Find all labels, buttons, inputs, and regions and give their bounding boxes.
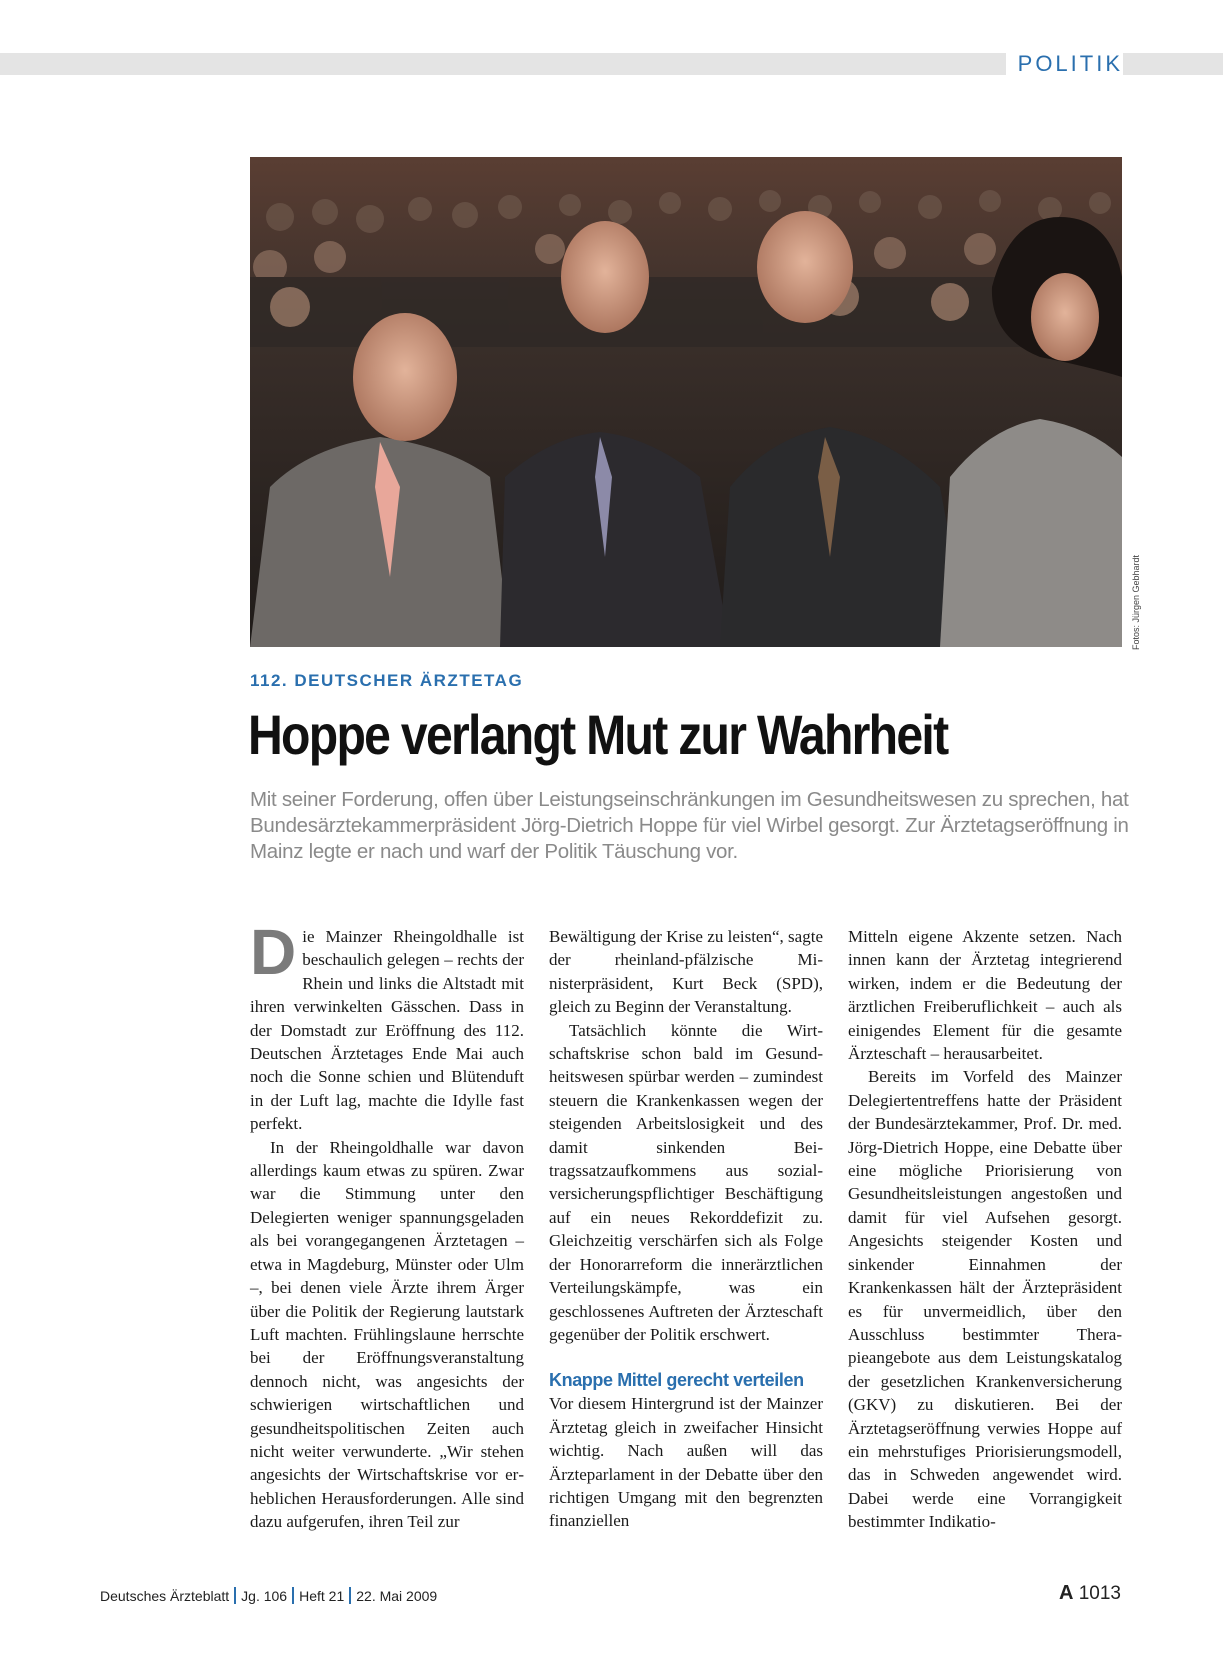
paragraph: Vor diesem Hintergrund ist der Mainzer Ärztetag gleich in zweifacher Hinsicht wichtig. Nach außen will das Ärzteparlament in der Debatte über den richtigen Umgang mit den begrenzten finanziellen — [549, 1394, 823, 1531]
article-headline: Hoppe verlangt Mut zur Wahrheit — [248, 703, 948, 766]
journal-issue: Heft 21 — [299, 1588, 345, 1604]
paragraph: Tatsächlich könnte die Wirtschaftskrise schon bald im Gesundheitswesen spürbar werden – zumindest steuern die Krankenkassen wegen der steigenden Arbeitslosigkeit und des damit sinkenden Beitragssatzaufkommens aus sozialversicherungspflichtiger Beschäftigung auf ein neues Rekorddefizit zu. Gleichzeitig verschärfen sich als Folge der Honorarreform die innerärztlichen Verteilungskämpfe, was ein geschlossenes Auftreten der Ärzteschaft gegenüber der Politik erschwert. — [549, 1020, 823, 1344]
photo-credit: Fotos: Jürgen Gebhardt — [1131, 554, 1141, 650]
body-column-3 — [848, 925, 1122, 1534]
page-number-value: 1013 — [1078, 1583, 1121, 1604]
article-lede: Mit seiner Forderung, offen über Leistungseinschränkungen im Gesundheitswesen zu sprechen, hat Bundesärztekammerpräsident Jörg-Dietrich Hoppe für viel Wirbel gesorgt. Zur Ärztetagseröffnung in Mainz legte er nach und warf der Politik Täuschung vor. — [250, 788, 1129, 863]
journal-name: Deutsches Ärzteblatt — [100, 1588, 230, 1604]
page-footer — [100, 1587, 437, 1604]
body-column-1 — [250, 916, 524, 1534]
section-label: POLITIK — [1006, 49, 1123, 79]
body-column-2 — [549, 925, 823, 1533]
page-number — [1059, 1582, 1121, 1605]
journal-date: 22. Mai 2009 — [356, 1588, 438, 1604]
paragraph: Bereits im Vorfeld des Mainzer Delegiertentreffens hatte der Präsident der Bundesärztekammer, Prof. Dr. med. Jörg-Dietrich Hoppe, eine Debatte über eine mögliche Priorisierung von Gesundheitsleistungen angestoßen und damit für viel Aufsehen gesorgt. Angesichts steigender Kosten und sinkender Einnahmen der Krankenkassen hält der Ärztepräsident es für unvermeidlich, über den Ausschluss bestimmter Therapieangebote aus dem Leistungskatalog der gesetzlichen Krankenversicherung (GKV) zu diskutieren. Bei der Ärztetagseröffnung verwies Hoppe auf ein mehrstufiges Priorisierungsmodell, das in Schweden angewendet wird. Dabei werde eine Vorrangigkeit bestimmter Indikatio- — [848, 1067, 1122, 1532]
paragraph-text: ie Mainzer Rheingoldhalle ist beschaulich gelegen – rechts der Rhein und links die Altstadt mit ihren verwinkelten Gässchen. Dass in der Domstadt zur Eröffnung des 112. Deutschen Ärztetages Ende Mai auch noch die Sonne schien und Blütenduft in der Luft lag, machte die Idylle fast perfekt. — [250, 927, 524, 1134]
paragraph — [250, 916, 524, 1136]
journal-volume: Jg. 106 — [241, 1588, 288, 1604]
paragraph: In der Rheingoldhalle war davon allerdings kaum etwas zu spüren. Zwar war die Stimmung unter den Delegierten weniger spannungsgeladen als bei vorangegangenen Ärztetagen – etwa in Magdeburg, Münster oder Ulm –, bei denen viele Ärzte ihrem Ärger über die Politik der Regierung lautstark Luft machten. Frühlingslaune herrschte bei der Eröffnungsveranstaltung dennoch nicht, was angesichts der schwierigen wirtschaftlichen und gesundheitspolitischen Zeiten auch nicht weiter verwunderte. „Wir stehen angesichts der Wirtschaftskrise vor erheblichen Herausforderungen. Alle sind dazu aufgerufen, ihren Teil zur — [250, 1137, 524, 1532]
subheading: Knappe Mittel gerecht verteilen — [549, 1370, 804, 1391]
footer-separator — [234, 1587, 236, 1604]
dropcap: D — [250, 916, 297, 988]
paragraph: Mitteln eigene Akzente setzen. Nach innen kann der Ärztetag integrierend wirken, indem er die Bedeutung der ärztlichen Freiberuflichkeit – auch als einigendes Element für die gesamte Ärzteschaft – herausarbeitet. — [848, 927, 1122, 1064]
article-kicker: 112. DEUTSCHER ÄRZTETAG — [250, 671, 524, 690]
footer-separator — [349, 1587, 351, 1604]
footer-separator — [292, 1587, 294, 1604]
article-photo — [250, 157, 1122, 647]
page-prefix: A — [1058, 1582, 1074, 1604]
photo-illustration — [250, 157, 1122, 647]
paragraph: Bewältigung der Krise zu leisten“, sagte der rheinland-pfälzische Ministerpräsident, Kurt Beck (SPD), gleich zu Beginn der Veranstaltung. — [549, 927, 823, 1017]
